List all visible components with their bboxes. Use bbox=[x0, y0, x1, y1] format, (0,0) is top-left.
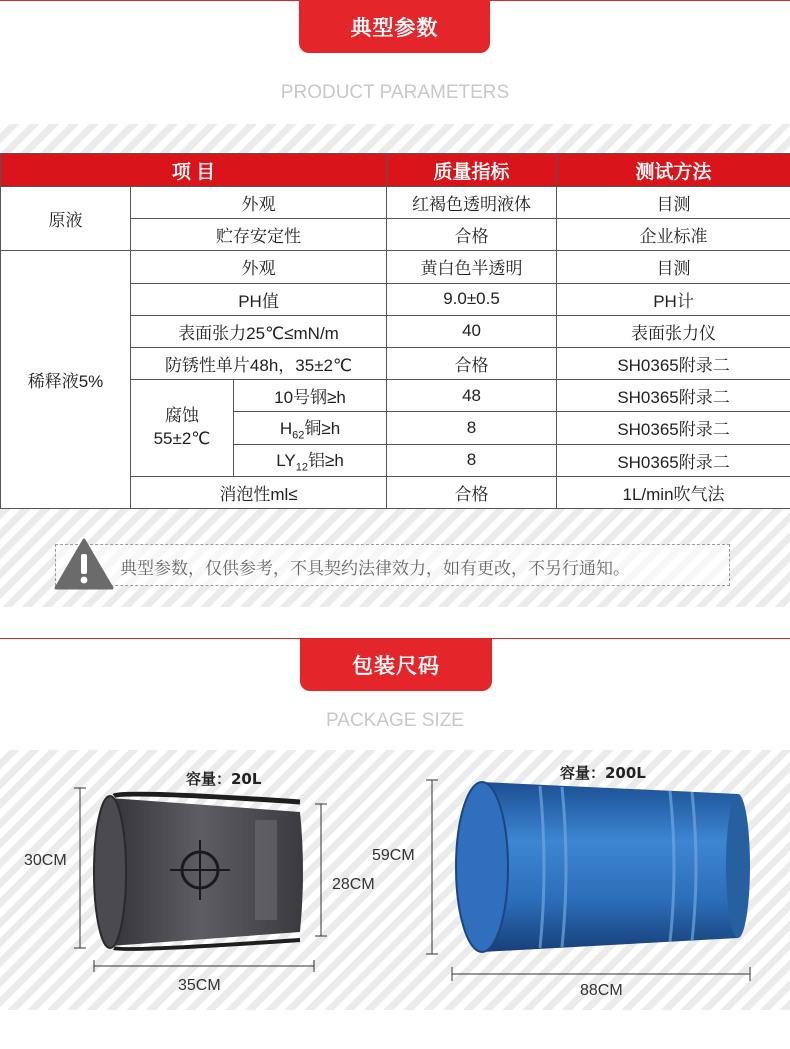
corrosion-label-line2: 55±2℃ bbox=[153, 428, 211, 448]
bucket-illustration bbox=[70, 780, 340, 980]
cell-item: 表面张力25℃≤mN/m bbox=[131, 315, 387, 347]
cell-method: 目测 bbox=[557, 251, 790, 283]
cell-item: PH值 bbox=[131, 283, 387, 315]
cell-item: 10号钢≥h bbox=[234, 380, 387, 412]
cell-item-suffix: 铜≥h bbox=[304, 419, 341, 439]
cell-method: SH0365附录二 bbox=[557, 380, 790, 412]
header-method: 测试方法 bbox=[557, 154, 790, 187]
cell-method: PH计 bbox=[557, 283, 790, 315]
cell-method: 1L/min吹气法 bbox=[557, 476, 790, 508]
cell-index: 8 bbox=[387, 412, 557, 444]
group-label-stock: 原液 bbox=[1, 187, 131, 251]
cell-index: 合格 bbox=[387, 347, 557, 379]
section-subtitle-params: PRODUCT PARAMETERS bbox=[280, 82, 510, 103]
cell-index: 红褐色透明液体 bbox=[387, 187, 557, 219]
warning-icon bbox=[54, 538, 114, 590]
cell-item-prefix: H bbox=[279, 419, 293, 439]
cell-index: 8 bbox=[387, 444, 557, 476]
cell-item bbox=[234, 412, 387, 444]
cell-index: 9.0±0.5 bbox=[387, 283, 557, 315]
section-title-package: 包装尺码 bbox=[300, 639, 492, 691]
cell-method: 企业标准 bbox=[557, 219, 790, 251]
drum-width-label: 88CM bbox=[580, 982, 623, 999]
cell-item: 消泡性ml≤ bbox=[131, 476, 387, 508]
cell-method: SH0365附录二 bbox=[557, 444, 790, 476]
drum-height-label: 59CM bbox=[372, 847, 415, 864]
cell-method: SH0365附录二 bbox=[557, 347, 790, 379]
bucket-inner-height-label: 28CM bbox=[332, 876, 375, 893]
cell-index: 黄白色半透明 bbox=[387, 251, 557, 283]
bucket-capacity: 容量：20L bbox=[186, 770, 262, 788]
group-label-diluted: 稀释液5% bbox=[1, 251, 131, 509]
cell-index: 40 bbox=[387, 315, 557, 347]
section-title-params: 典型参数 bbox=[299, 0, 490, 53]
parameters-table bbox=[0, 153, 790, 509]
cell-method: 表面张力仪 bbox=[557, 315, 790, 347]
drum-illustration bbox=[420, 774, 760, 989]
drum-capacity: 容量：200L bbox=[560, 764, 646, 782]
cell-item: 外观 bbox=[131, 187, 387, 219]
cell-item: 贮存安定性 bbox=[131, 219, 387, 251]
cell-method: SH0365附录二 bbox=[557, 412, 790, 444]
table-row bbox=[1, 187, 790, 219]
cell-index: 合格 bbox=[387, 219, 557, 251]
cell-method: 目测 bbox=[557, 187, 790, 219]
cell-item: 防锈性单片48h，35±2℃ bbox=[131, 347, 387, 379]
cell-item bbox=[234, 444, 387, 476]
cell-index: 合格 bbox=[387, 476, 557, 508]
cell-item-prefix: LY bbox=[276, 451, 296, 471]
cell-item-subscript: 62 bbox=[292, 429, 305, 442]
corrosion-label bbox=[131, 380, 234, 477]
corrosion-label-line1: 腐蚀 bbox=[165, 405, 199, 425]
cell-item-subscript: 12 bbox=[295, 461, 309, 474]
cell-index: 48 bbox=[387, 380, 557, 412]
cell-item-suffix: 铝≥h bbox=[308, 451, 344, 471]
section-subtitle-package: PACKAGE SIZE bbox=[326, 710, 464, 731]
table-row bbox=[1, 251, 790, 283]
bucket-width-label: 35CM bbox=[178, 977, 221, 994]
cell-item: 外观 bbox=[131, 251, 387, 283]
header-index: 质量指标 bbox=[387, 154, 557, 187]
header-item: 项 目 bbox=[1, 154, 387, 187]
bucket-height-label: 30CM bbox=[24, 852, 67, 869]
table-header-row bbox=[1, 154, 790, 187]
notice-text: 典型参数，仅供参考，不具契约法律效力，如有更改，不另行通知。 bbox=[120, 559, 630, 579]
